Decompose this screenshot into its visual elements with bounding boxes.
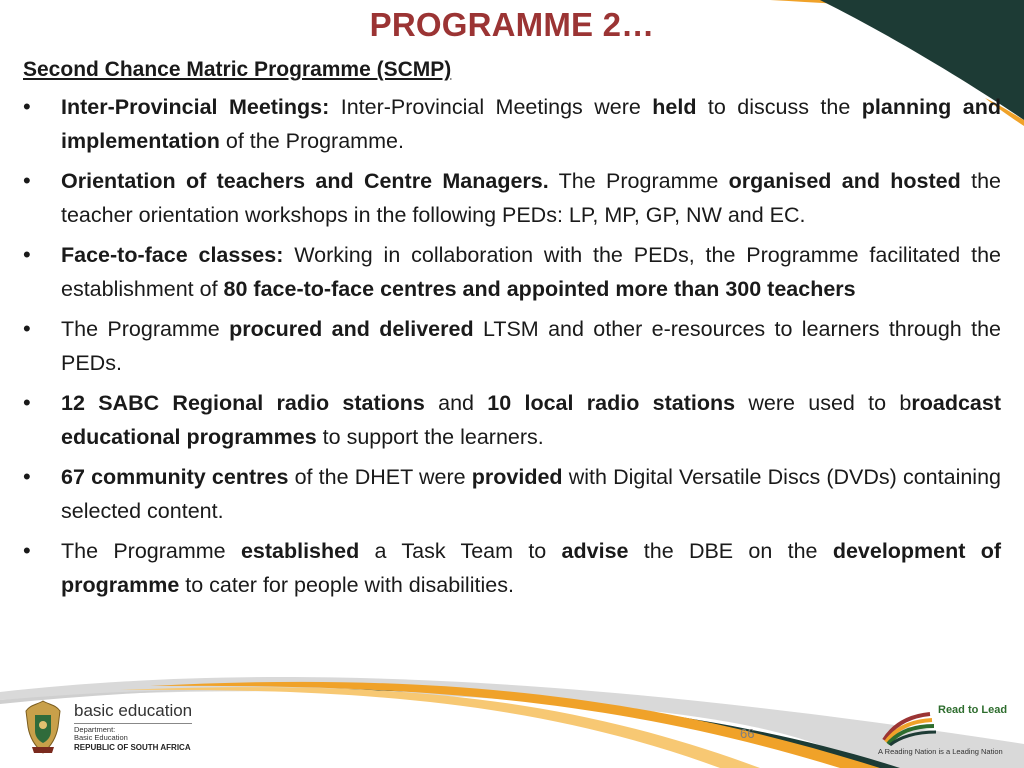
bullet-text: of the Programme. <box>219 129 404 153</box>
bullet-text-bold: roadcast educational programmes <box>61 391 1001 449</box>
bullet-marker: • <box>23 242 31 267</box>
bullet-text: The Programme <box>61 317 230 341</box>
bullet-text-bold: 12 SABC Regional radio stations <box>61 391 425 415</box>
bullet-item <box>23 386 1001 454</box>
bullet-text-bold: 10 local radio stations <box>487 391 736 415</box>
bullet-text: with Digital Versatile Discs (DVDs) containing selected content. <box>61 465 1001 523</box>
bullet-item <box>23 90 1001 158</box>
bullet-text-bold: organised and hosted <box>728 169 961 193</box>
bullet-text-bold: Face-to-face classes: <box>61 243 284 267</box>
bullet-text: LTSM and other e-resources to learners through the PEDs. <box>61 317 1001 375</box>
bullet-marker: • <box>23 538 31 563</box>
bullet-item <box>23 534 1001 602</box>
coat-of-arms-icon <box>18 697 68 757</box>
read-to-lead-logo <box>876 700 1014 760</box>
bullet-item <box>23 238 1001 306</box>
bullet-marker: • <box>23 316 31 341</box>
bullet-text-bold: provided <box>471 465 563 489</box>
bullet-text: the teacher orientation workshops in the following PEDs: LP, MP, GP, NW and EC. <box>61 169 1001 227</box>
read-to-lead-title: Read to Lead <box>938 704 1008 716</box>
bullet-text: The Programme <box>61 539 241 563</box>
bullet-text: were used to b <box>735 391 912 415</box>
dept-name: basic education <box>74 701 193 720</box>
open-book-icon <box>880 704 944 746</box>
department-logo <box>18 697 193 757</box>
bullet-text-bold: established <box>240 539 360 563</box>
bullet-marker: • <box>23 390 31 415</box>
read-to-lead-tagline: A Reading Nation is a Leading Nation <box>878 747 1003 756</box>
bullet-text: Working in collaboration with the PEDs, the Programme facilitated the establishment of <box>61 243 1002 301</box>
bullet-text: to discuss the <box>696 95 862 119</box>
bullet-text-bold: Orientation of teachers and Centre Managers. <box>61 169 549 193</box>
bullet-text: Inter-Provincial Meetings were <box>329 95 653 119</box>
bullet-text: of the DHET were <box>288 465 472 489</box>
bullet-item <box>23 460 1001 528</box>
dept-line3: REPUBLIC OF SOUTH AFRICA <box>74 743 191 752</box>
dept-line1: Department: <box>74 725 116 734</box>
section-subtitle: Second Chance Matric Programme (SCMP) <box>23 58 452 81</box>
page-number: 66 <box>740 726 755 741</box>
bullet-text: a Task Team to <box>359 539 562 563</box>
bullet-text: the DBE on the <box>628 539 833 563</box>
bullet-text-bold: advise <box>561 539 629 563</box>
bullet-marker: • <box>23 464 31 489</box>
dept-line2: Basic Education <box>74 733 128 742</box>
bullet-text-bold: held <box>652 95 697 119</box>
bullet-text-bold: planning and implementation <box>61 95 1001 153</box>
bullet-text: The Programme <box>548 169 729 193</box>
dept-divider <box>74 723 192 724</box>
slide-title: PROGRAMME 2… <box>369 6 655 43</box>
bullet-text: to support the learners. <box>316 425 544 449</box>
bullet-item <box>23 164 1001 232</box>
bullet-marker: • <box>23 168 31 193</box>
bullet-marker: • <box>23 94 31 119</box>
bullet-list <box>23 90 1001 608</box>
bullet-text-bold: 67 community centres <box>61 465 289 489</box>
bullet-text: and <box>424 391 488 415</box>
bullet-text-bold: procured and delivered <box>229 317 474 341</box>
bullet-item <box>23 312 1001 380</box>
bullet-text: to cater for people with disabilities. <box>179 573 514 597</box>
bullet-text-bold: development of programme <box>61 539 1002 597</box>
bullet-text-bold: 80 face-to-face centres and appointed more than 300 teachers <box>223 277 856 301</box>
bullet-text-bold: Inter-Provincial Meetings: <box>61 95 330 119</box>
